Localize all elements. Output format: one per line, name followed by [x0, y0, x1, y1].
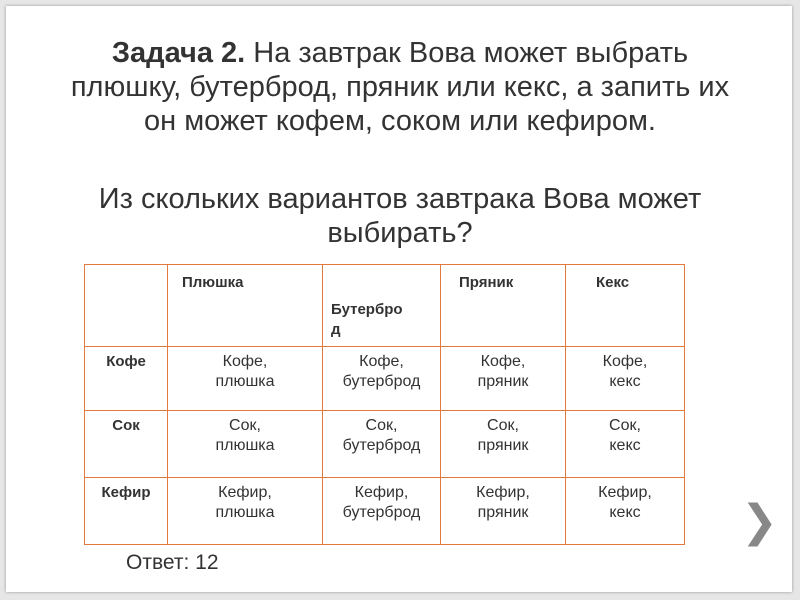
table-cell: Кофе, пряник	[441, 347, 566, 411]
corner-cell	[85, 265, 168, 347]
row-header: Сок	[85, 411, 168, 478]
table-cell: Кефир, бутерброд	[323, 478, 441, 545]
table-cell: Кофе, плюшка	[168, 347, 323, 411]
row-header: Кофе	[85, 347, 168, 411]
column-header-keks	[566, 265, 685, 347]
column-header-label: Плюшка	[182, 274, 244, 291]
column-header-pryanik	[441, 265, 566, 347]
task-body: На завтрак Вова может выбрать плюшку, бутерброд, пряник или кекс, а запить их он может кофем, соком или кефиром.	[70, 37, 730, 137]
table-cell: Кофе, кекс	[566, 347, 685, 411]
table-row	[85, 411, 685, 478]
table-cell: Кефир, плюшка	[168, 478, 323, 545]
chevron-right-icon[interactable]: ❯	[741, 496, 778, 547]
slide	[6, 6, 792, 592]
table-header-row	[85, 265, 685, 347]
combinations-table	[84, 264, 685, 545]
column-header-pluška	[168, 265, 323, 347]
table-cell: Сок, плюшка	[168, 411, 323, 478]
column-header-label: Бутерброд	[331, 301, 403, 338]
table-cell: Кефир, пряник	[441, 478, 566, 545]
table-row	[85, 347, 685, 411]
answer-text: Ответ: 12	[126, 551, 219, 574]
column-header-label: Пряник	[459, 274, 514, 291]
row-header: Кефир	[85, 478, 168, 545]
task-label: Задача 2.	[111, 37, 246, 69]
table-cell: Сок, бутерброд	[323, 411, 441, 478]
table-row	[85, 478, 685, 545]
table-cell: Кофе, бутерброд	[323, 347, 441, 411]
table-cell: Сок, кекс	[566, 411, 685, 478]
question-text: Из скольких вариантов завтрака Вова может выбирать?	[98, 183, 702, 249]
column-header-label: Кекс	[596, 274, 630, 291]
column-header-buterbrod	[323, 265, 441, 347]
task-text	[66, 36, 734, 138]
table-cell: Сок, пряник	[441, 411, 566, 478]
table-cell: Кефир, кекс	[566, 478, 685, 545]
